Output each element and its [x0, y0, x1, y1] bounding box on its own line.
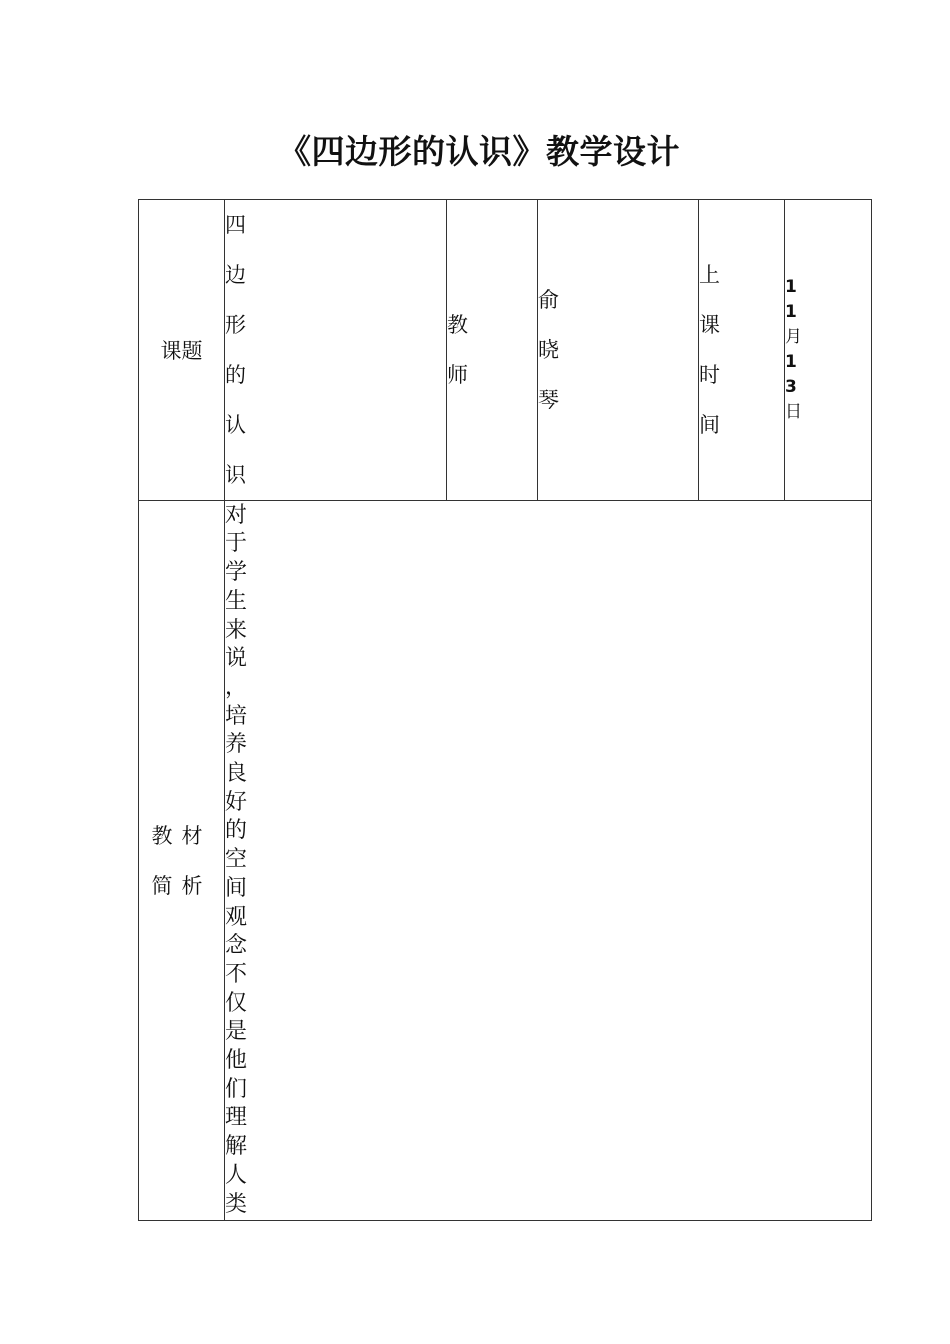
analysis-char: 好: [225, 789, 248, 815]
class-time-char: 课: [699, 313, 720, 337]
topic-value: [225, 200, 446, 500]
analysis-char: 来: [225, 617, 248, 643]
analysis-char: 培: [225, 703, 248, 729]
topic-label-cell: [139, 200, 225, 501]
analysis-char: 间: [225, 875, 248, 901]
analysis-char: 理: [225, 1105, 248, 1131]
date-char: 日: [785, 402, 802, 422]
date-char: 1: [785, 302, 797, 322]
topic-char: 的: [225, 363, 246, 387]
teacher-label: [447, 300, 537, 400]
topic-label: 课题: [160, 339, 203, 363]
teacher-label-char: 师: [447, 363, 468, 387]
topic-char: 四: [225, 213, 246, 237]
analysis-char: 们: [225, 1076, 248, 1102]
class-date: [785, 275, 871, 425]
analysis-char: ，: [225, 674, 248, 700]
analysis-char: 养: [225, 732, 248, 758]
topic-char: 形: [225, 313, 246, 337]
section-label-line: 教材: [151, 823, 212, 848]
analysis-text: [225, 502, 871, 1220]
topic-char: 认: [225, 413, 246, 437]
analysis-char: 观: [225, 904, 248, 930]
topic-char: 识: [225, 463, 246, 487]
section-label-line: 简析: [151, 873, 212, 898]
analysis-char: 的: [225, 818, 248, 844]
analysis-char: 类: [225, 1191, 248, 1217]
class-time-char: 间: [699, 413, 720, 437]
teacher-name-cell: [538, 200, 699, 501]
analysis-char: 说: [225, 646, 248, 672]
analysis-char: 对: [225, 502, 248, 528]
section-label-cell: [139, 501, 225, 1221]
analysis-char: 不: [225, 961, 248, 987]
teacher-name-char: 晓: [538, 338, 559, 362]
teacher-name-char: 俞: [538, 288, 559, 312]
teacher-label-cell: [447, 200, 538, 501]
topic-char: 边: [225, 263, 246, 287]
analysis-char: 学: [225, 560, 248, 586]
analysis-char: 念: [225, 933, 248, 959]
lesson-plan-table: [138, 199, 872, 1221]
analysis-char: 生: [225, 588, 248, 614]
date-char: 月: [785, 327, 802, 347]
analysis-char: 仅: [225, 990, 248, 1016]
header-row: [139, 200, 872, 501]
class-time-label-cell: [699, 200, 785, 501]
teacher-name-char: 琴: [538, 388, 559, 412]
date-char: 1: [785, 352, 797, 372]
teacher-label-char: 教: [447, 313, 468, 337]
date-char: 3: [785, 377, 797, 397]
analysis-char: 他: [225, 1048, 248, 1074]
date-cell: [785, 200, 872, 501]
analysis-char: 是: [225, 1019, 248, 1045]
analysis-char: 于: [225, 531, 248, 557]
teacher-name: [538, 275, 698, 425]
analysis-char: 空: [225, 847, 248, 873]
analysis-char: 人: [225, 1162, 248, 1188]
class-time-label: [699, 250, 784, 450]
class-time-char: 时: [699, 363, 720, 387]
analysis-cell: [225, 501, 872, 1221]
page-title: 《四边形的认识》教学设计: [278, 132, 680, 171]
analysis-row: [139, 501, 872, 1221]
date-char: 1: [785, 277, 797, 297]
topic-value-cell: [225, 200, 447, 501]
analysis-char: 良: [225, 761, 248, 787]
class-time-char: 上: [699, 263, 720, 287]
analysis-char: 解: [225, 1134, 248, 1160]
